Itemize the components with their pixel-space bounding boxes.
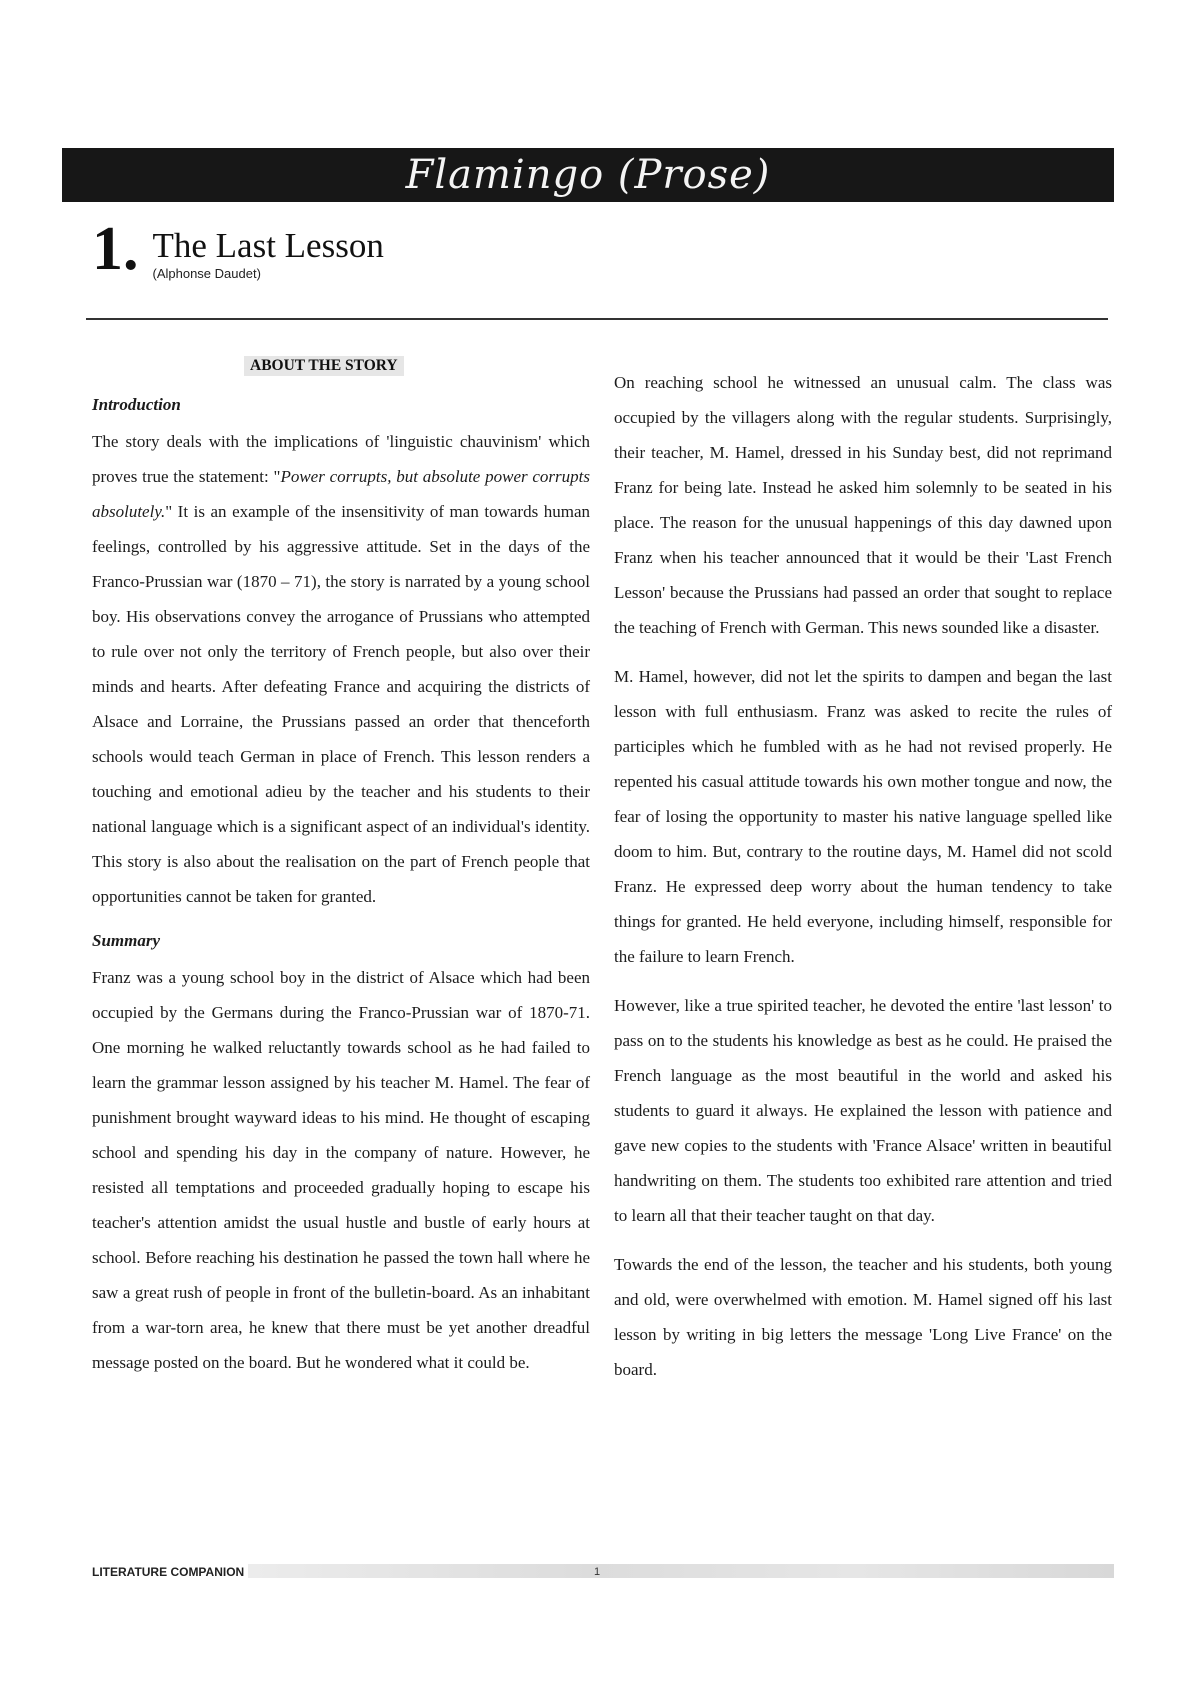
chapter-heading — [92, 215, 384, 283]
summary-paragraph: On reaching school he witnessed an unusual calm. The class was occupied by the villagers along with the regular students. Surprisingly, their teacher, M. Hamel, dressed in his Sunday best, did not reprimand Franz for being late. Instead he asked him solemnly to be seated in his place. The reason for the unusual happenings of this day dawned upon Franz when his teacher announced that it would be their 'Last French Lesson' because the Prussians had passed an order that sought to replace the teaching of French with German. This news sounded like a disaster. — [614, 373, 1112, 637]
summary-paragraph: Towards the end of the lesson, the teacher and his students, both young and old, were overwhelmed with emotion. M. Hamel signed off his last lesson by writing in big letters the message 'Long Live France' on the board. — [614, 1255, 1112, 1379]
right-column — [614, 365, 1112, 1401]
about-the-story-label: ABOUT THE STORY — [244, 356, 404, 376]
footer-bar — [248, 1564, 1114, 1578]
introduction-heading: Introduction — [92, 395, 181, 414]
introduction-quote: Power corrupts, but absolute power corrupts absolutely. — [92, 467, 591, 521]
book-section-banner — [62, 148, 1114, 202]
summary-paragraph: Franz was a young school boy in the district of Alsace which had been occupied by the Germans during the Franco-Prussian war of 1870-71. One morning he walked reluctantly towards school as he had failed to learn the grammar lesson assigned by his teacher M. Hamel. The fear of punishment brought wayward ideas to his mind. He thought of escaping school and spending his day in the company of nature. However, he resisted all temptations and proceeded gradually hoping to escape his teacher's attention amidst the usual hustle and bustle of early hours at school. Before reaching his destination he passed the town hall where he saw a great rush of people in front of the bulletin-board. As an inhabitant from a war-torn area, he knew that there must be yet another dreadful message posted on the board. But he wondered what it could be. — [92, 968, 590, 1372]
header-divider — [86, 318, 1108, 320]
banner-title: Flamingo (Prose) — [405, 152, 771, 198]
left-column — [92, 392, 590, 1394]
footer-label: LITERATURE COMPANION — [92, 1565, 245, 1579]
page-number: 1 — [594, 1566, 601, 1578]
introduction-paragraph: The story deals with the implications of 'linguistic chauvinism' which proves true the statement: "Power corrupts, but absolute power corrupts absolutely." It is an example of the insensitivity of man towards human feelings, controlled by his aggressive attitude. Set in the days of the Franco-Prussian war (1870 – 71), the story is narrated by a young school boy. His observations convey the arrogance of Prussians who attempted to rule over not only the territory of French people, but also over their minds and hearts. After defeating France and acquiring the districts of Alsace and Lorraine, the Prussians passed an order that thenceforth schools would teach German in place of French. This lesson renders a touching and emotional adieu by the teacher and his students to their national language which is a significant aspect of an individual's identity. This story is also about the realisation on the part of French people that opportunities cannot be taken for granted. — [92, 432, 591, 906]
chapter-number: 1. — [92, 215, 139, 283]
summary-paragraph: However, like a true spirited teacher, he devoted the entire 'last lesson' to pass on to the students his knowledge as best as he could. He praised the French language as the most beautiful in the world and asked his students to guard it always. He explained the lesson with patience and gave new copies to the students with 'France Alsace' written in beautiful handwriting on them. The students too exhibited rare attention and tried to learn all that their teacher taught on that day. — [614, 996, 1112, 1225]
summary-heading: Summary — [92, 931, 161, 950]
chapter-title: The Last Lesson — [152, 226, 384, 265]
chapter-author: (Alphonse Daudet) — [152, 266, 261, 281]
summary-paragraph: M. Hamel, however, did not let the spirits to dampen and began the last lesson with full enthusiasm. Franz was asked to recite the rules of participles which he fumbled with as he had not revised properly. He repented his casual attitude towards his own mother tongue and now, the fear of losing the opportunity to master his native language spelled like doom to him. But, contrary to the routine days, M. Hamel did not scold Franz. He expressed deep worry about the human tendency to take things for granted. He held everyone, including himself, responsible for the failure to learn French. — [614, 667, 1112, 966]
